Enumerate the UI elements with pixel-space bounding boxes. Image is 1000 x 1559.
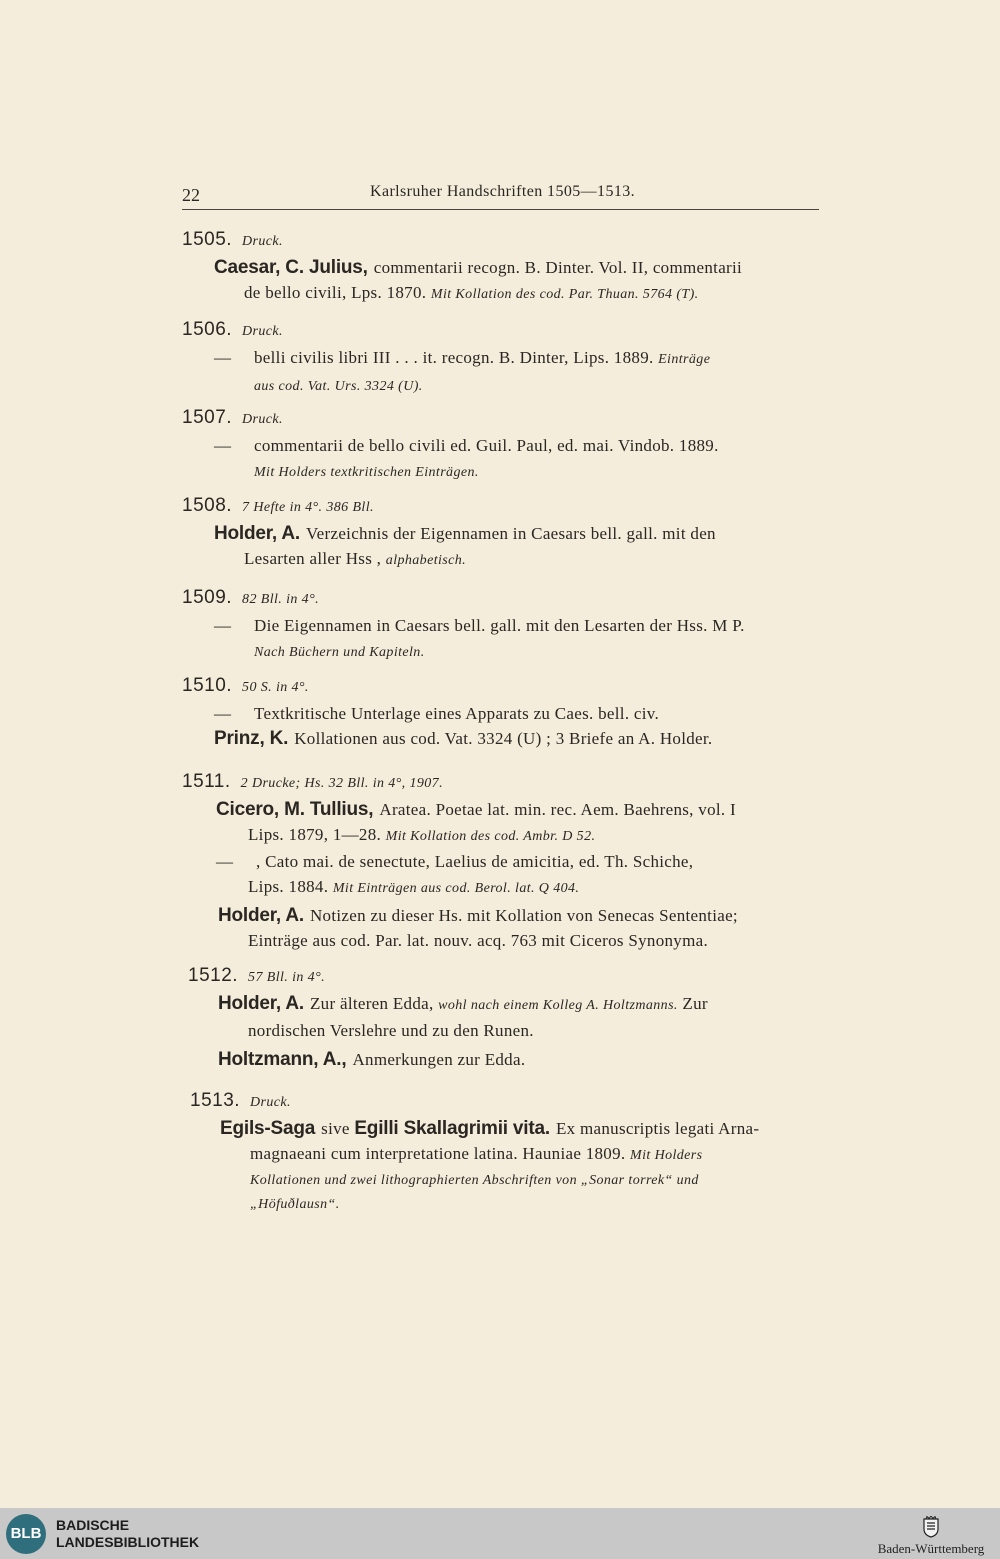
entry-text: Lips. 1884. — [248, 877, 329, 896]
entry-text: Einträge aus cod. Par. lat. nouv. acq. 763 mit Ciceros Synonyma. — [248, 931, 709, 950]
library-name-line2: LANDESBIBLIOTHEK — [56, 1534, 200, 1550]
blb-logo: BLB — [6, 1514, 46, 1554]
entry-description: Druck. — [242, 234, 283, 249]
entry-number: 1511. — [182, 771, 231, 792]
entry-note: Mit Einträgen aus cod. Berol. lat. Q 404. — [332, 881, 580, 896]
entry-description: 50 S. in 4°. — [242, 680, 309, 695]
entry-text: Aratea. Poetae lat. min. rec. Aem. Baehrens, vol. I — [379, 800, 736, 819]
entry-note: wohl nach einem Kolleg A. Holtzmanns. — [438, 998, 678, 1013]
catalog-entry-1505 — [182, 229, 822, 307]
entry-text: , Cato mai. de senectute, Laelius de amicitia, ed. Th. Schiche, — [256, 852, 694, 871]
author-name: Caesar, C. Julius, — [214, 257, 368, 278]
entry-text: Zur — [682, 994, 708, 1013]
entry-description: Druck. — [250, 1095, 291, 1110]
catalog-entry-1506 — [182, 319, 822, 399]
entry-text: Lips. 1879, 1—28. — [248, 825, 382, 844]
entry-text: Anmerkungen zur Edda. — [352, 1050, 526, 1069]
entry-text: belli civilis libri III . . . it. recogn. B. Dinter, Lips. 1889. — [254, 348, 654, 367]
entry-text: Textkritische Unterlage eines Apparats zu Caes. bell. civ. — [254, 704, 660, 723]
entry-note: Mit Holders — [630, 1148, 703, 1163]
entry-text: Lesarten aller Hss , — [244, 549, 382, 568]
author-name: Holder, A. — [214, 523, 300, 544]
page-number: 22 — [182, 185, 200, 205]
author-name: Cicero, M. Tullius, — [216, 799, 374, 820]
title-name: Egils-Saga — [220, 1118, 316, 1139]
ditto-dash: — — [214, 616, 232, 635]
entry-number: 1506. — [182, 319, 233, 340]
entry-text: Zur älteren Edda, — [309, 994, 434, 1013]
entry-text: de bello civili, Lps. 1870. — [244, 283, 427, 302]
state-name: Baden-Württemberg — [877, 1541, 985, 1556]
entry-number: 1505. — [182, 229, 233, 250]
state-logo — [866, 1516, 996, 1557]
author-name: Holder, A. — [218, 993, 304, 1014]
entry-note: Mit Holders textkritischen Einträgen. — [254, 465, 479, 480]
author-name: Holtzmann, A., — [218, 1049, 347, 1070]
catalog-entry-1512 — [182, 965, 822, 1072]
entry-text: magnaeani cum interpretatione latina. Hauniae 1809. — [250, 1144, 626, 1163]
page-header — [182, 183, 819, 210]
entry-note: „Höfuðlausn“. — [250, 1197, 340, 1212]
ditto-dash: — — [214, 436, 232, 455]
entry-text: commentarii recogn. B. Dinter. Vol. II, commentarii — [373, 258, 743, 277]
entry-text: Die Eigennamen in Caesars bell. gall. mit den Lesarten der Hss. M P. — [254, 616, 745, 635]
ditto-dash: — — [214, 704, 232, 723]
ditto-dash: — — [214, 348, 232, 367]
entry-text: sive — [321, 1119, 350, 1138]
catalog-entry-1507 — [182, 407, 822, 485]
author-name: Prinz, K. — [214, 728, 289, 749]
entry-text: commentarii de bello civili ed. Guil. Paul, ed. mai. Vindob. 1889. — [254, 436, 719, 455]
library-name — [56, 1517, 199, 1551]
entry-text: Notizen zu dieser Hs. mit Kollation von Senecas Sententiae; — [309, 906, 738, 925]
catalog-entry-1510 — [182, 675, 822, 751]
catalog-entry-1511 — [182, 771, 822, 953]
entry-description: 2 Drucke; Hs. 32 Bll. in 4°, 1907. — [240, 776, 443, 791]
catalog-entry-1508 — [182, 495, 822, 573]
entry-number: 1507. — [182, 407, 233, 428]
catalog-entry-1513 — [182, 1090, 822, 1216]
author-name: Holder, A. — [218, 905, 304, 926]
entry-note: aus cod. Vat. Urs. 3324 (U). — [254, 379, 423, 394]
library-footer — [0, 1508, 1000, 1559]
entry-number: 1512. — [188, 965, 239, 986]
coat-of-arms-icon — [923, 1516, 939, 1538]
entry-note: Einträge — [658, 352, 711, 367]
entry-note: Nach Büchern und Kapiteln. — [254, 645, 425, 660]
entry-text: Ex manuscriptis legati Arna- — [555, 1119, 760, 1138]
entry-number: 1513. — [190, 1090, 241, 1111]
running-title: Karlsruher Handschriften 1505—1513. — [370, 183, 636, 200]
entry-description: 82 Bll. in 4°. — [242, 592, 319, 607]
entry-note: Kollationen und zwei lithographierten Abschriften von „Sonar torrek“ und — [250, 1173, 699, 1188]
title-name: Egilli Skallagrimii vita. — [354, 1118, 550, 1139]
entry-description: 57 Bll. in 4°. — [248, 970, 325, 985]
catalog-entry-1509 — [182, 587, 822, 665]
entry-number: 1508. — [182, 495, 233, 516]
library-name-line1: BADISCHE — [56, 1517, 130, 1533]
entry-number: 1509. — [182, 587, 233, 608]
entry-note: alphabetisch. — [385, 553, 467, 568]
entry-text: Kollationen aus cod. Vat. 3324 (U) ; 3 Briefe an A. Holder. — [294, 729, 713, 748]
entry-description: Druck. — [242, 412, 283, 427]
entry-note: Mit Kollation des cod. Ambr. D 52. — [385, 829, 596, 844]
entry-note: Mit Kollation des cod. Par. Thuan. 5764 (T). — [430, 287, 699, 302]
ditto-dash: — — [216, 852, 234, 871]
entry-text: nordischen Verslehre und zu den Runen. — [248, 1021, 534, 1040]
entry-description: 7 Hefte in 4°. 386 Bll. — [242, 500, 374, 515]
entry-number: 1510. — [182, 675, 233, 696]
entry-description: Druck. — [242, 324, 283, 339]
entry-text: Verzeichnis der Eigennamen in Caesars bell. gall. mit den — [305, 524, 716, 543]
